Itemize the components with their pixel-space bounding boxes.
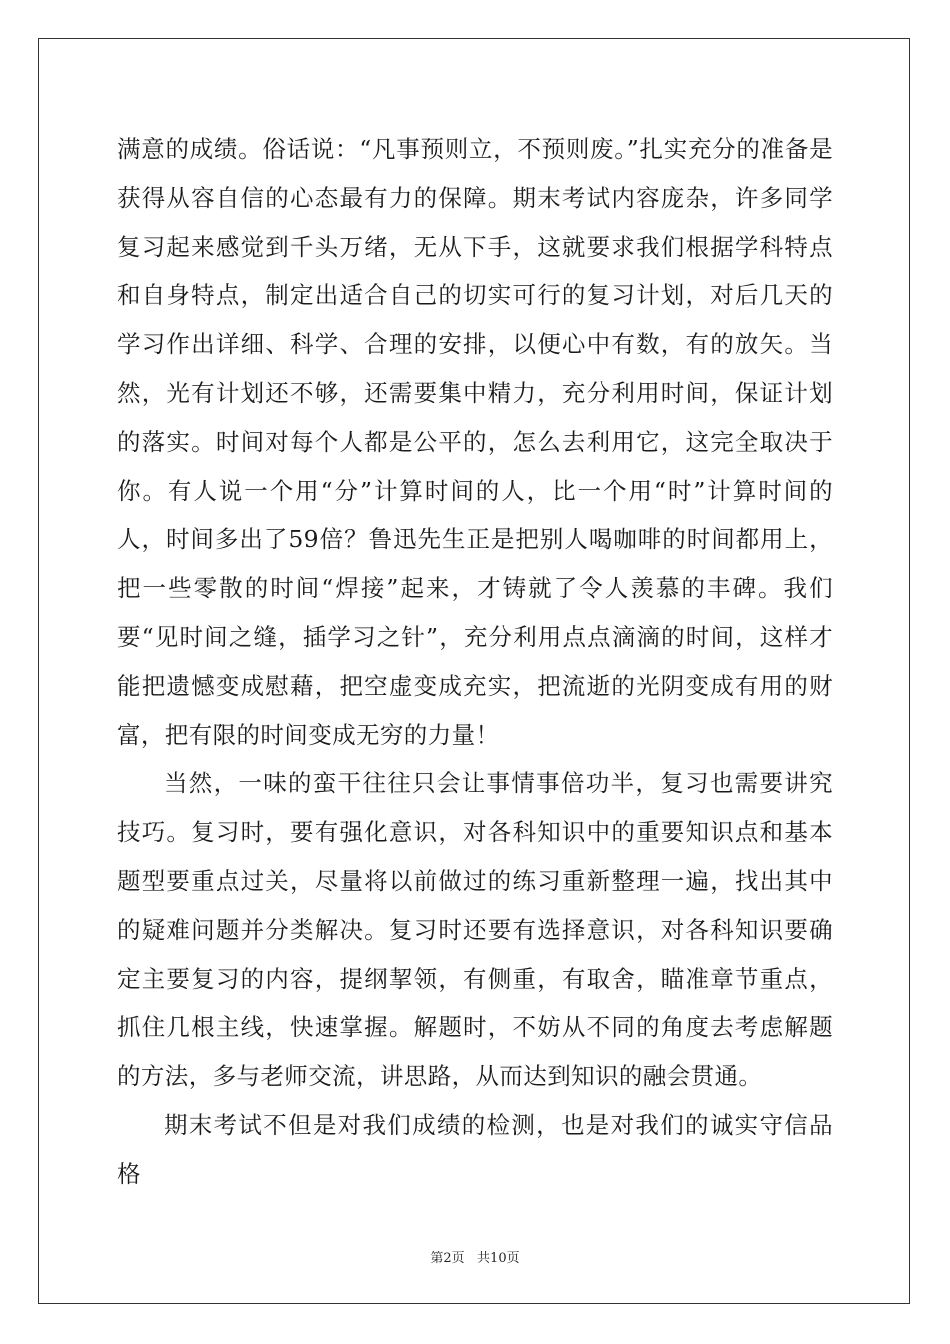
paragraph-1: 满意的成绩。俗话说：“凡事预则立，不预则废。”扎实充分的准备是获得从容自信的心态最有力的保障。期末考试内容庞杂，许多同学复习起来感觉到千头万绪，无从下手，这就要求我们根据学科特点和自身特点，制定出适合自己的切实可行的复习计划，对后几天的学习作出详细、科学、合理的安排，以便心中有数，有的放矢。当然，光有计划还不够，还需要集中精力，充分利用时间，保证计划的落实。时间对每个人都是公平的，怎么去利用它，这完全取决于你。有人说一个用“分”计算时间的人，比一个用“时”计算时间的人，时间多出了59倍？鲁迅先生正是把别人喝咖啡的时间都用上，把一些零散的时间“焊接”起来，才铸就了令人羡慕的丰碑。我们要“见时间之缝，插学习之针”，充分利用点点滴滴的时间，这样才能把遗憾变成慰藉，把空虚变成充实，把流逝的光阴变成有用的财富，把有限的时间变成无穷的力量！ [117,135,833,749]
paragraph-2: 当然，一味的蛮干往往只会让事情事倍功半，复习也需要讲究技巧。复习时，要有强化意识，对各科知识中的重要知识点和基本题型要重点过关，尽量将以前做过的练习重新整理一遍，找出其中的疑难问题并分类解决。复习时还要有选择意识，对各科知识要确定主要复习的内容，提纲挈领，有侧重，有取舍，瞄准章节重点，抓住几根主线，快速掌握。解题时，不妨从不同的角度去考虑解题的方法，多与老师交流，讲思路，从而达到知识的融会贯通。 [117,769,833,1091]
paragraph-3: 期末考试不但是对我们成绩的检测，也是对我们的诚实守信品格 [117,1110,833,1188]
page-number-footer: 第2页 共10页 [430,1251,520,1266]
document-body [117,125,833,1199]
